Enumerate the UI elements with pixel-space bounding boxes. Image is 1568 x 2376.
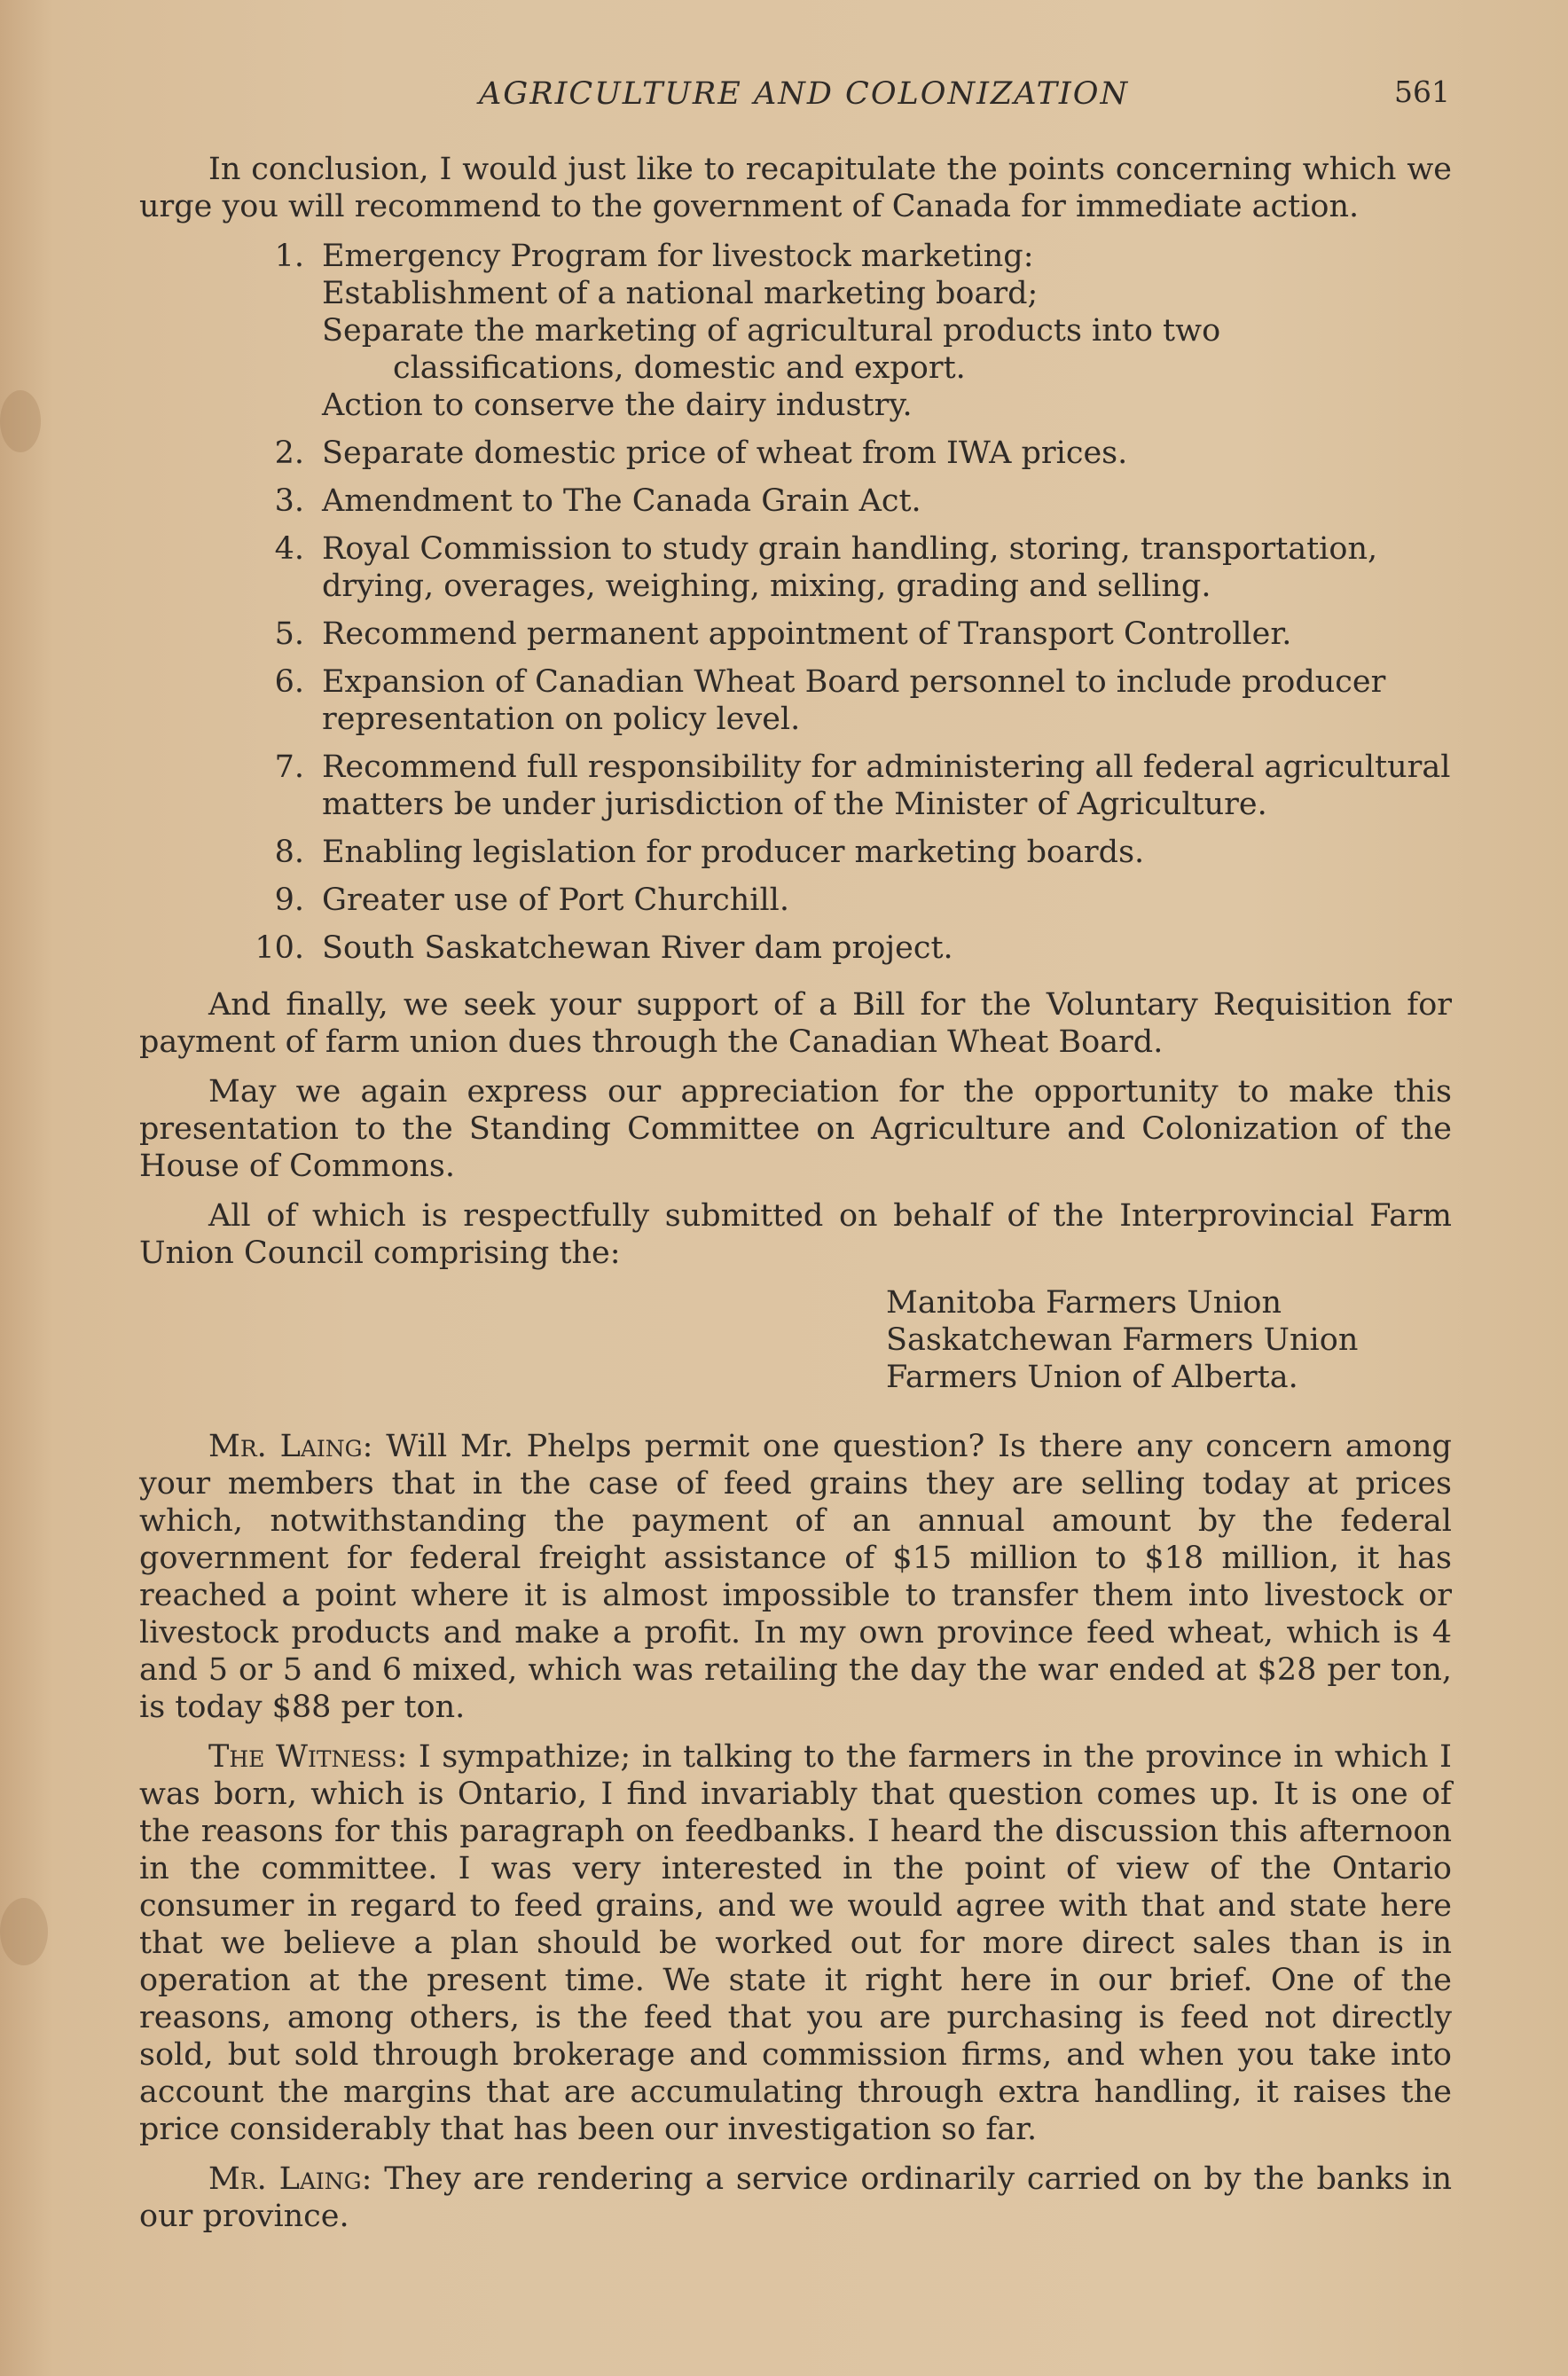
dialogue-text: Will Mr. Phelps permit one question? Is there any concern among your members that in the case of feed grains they are selling today at prices which, notwithstanding the payment of an annual amount by the federal government for federal freight assistance of $15 million to $18 million, it has reached a point where it is almost impossible to transfer them into livestock or livestock products and make a profit. In my own province feed wheat, which is 4 and 5 or 5 and 6 mixed, which was retailing the day the war ended at $28 per ton, is today $88 per ton. <box>139 1429 1452 1725</box>
appreciation-paragraph: May we again express our appreciation for the opportunity to make this presentation to the Standing Committee on Agriculture and Colonization of the House of Commons. <box>139 1074 1452 1184</box>
dialogue-text: They are rendering a service ordinarily carried on by the banks in our province. <box>139 2161 1452 2234</box>
page-number: 561 <box>1394 74 1450 109</box>
council-member: Saskatchewan Farmers Union <box>886 1322 1359 1358</box>
speaker-name: Mr. Laing: <box>208 1429 373 1464</box>
item-text: Amendment to The Canada Grain Act. <box>322 483 921 519</box>
council-member: Manitoba Farmers Union <box>886 1285 1282 1321</box>
item-number: 1 . <box>226 238 304 275</box>
item-number: 5 . <box>226 616 304 653</box>
item-text: Expansion of Canadian Wheat Board personnel to include producer representation on policy level. <box>322 664 1386 737</box>
list-item <box>139 616 1452 653</box>
item-text: Recommend permanent appointment of Transport Controller. <box>322 616 1292 652</box>
dialogue-paragraph <box>139 2160 1452 2235</box>
list-item <box>139 238 1452 275</box>
page-stain <box>0 390 41 452</box>
item-number: 4 . <box>226 530 304 568</box>
sub-item: Action to conserve the dairy industry. <box>322 388 913 423</box>
running-head: AGRICULTURE AND COLONIZATION <box>479 76 1130 112</box>
item-text: Emergency Program for livestock marketing: <box>322 239 1034 274</box>
sub-list <box>139 275 1452 424</box>
list-item <box>139 929 1452 967</box>
item-number: 7 . <box>226 749 304 786</box>
sub-item: Establishment of a national marketing board; <box>322 276 1039 311</box>
item-number: 2 . <box>226 435 304 472</box>
list-item <box>139 882 1452 919</box>
item-number: 8 . <box>226 834 304 871</box>
list-item <box>139 530 1452 605</box>
council-member: Farmers Union of Alberta. <box>886 1360 1298 1395</box>
list-item <box>139 663 1452 738</box>
item-text: South Saskatchewan River dam project. <box>322 930 953 966</box>
item-number: 10 . <box>226 929 304 967</box>
speaker-name: Mr. Laing: <box>208 2161 372 2197</box>
item-number: 9 . <box>226 882 304 919</box>
dialogue-text: I sympathize; in talking to the farmers in the province in which I was born, which is Ontario, I find invariably that question comes up. It is one of the reasons for this paragraph on feedbanks. I heard the discussion this afternoon in the committee. I was very interested in the point of view of the Ontario consumer in regard to feed grains, and we would agree with that and state here that we believe a plan should be worked out for more direct sales than is in operation at the present time. We state it right here in our brief. One of the reasons, among others, is the feed that you are purchasing is feed not directly sold, but sold through brokerage and commission firms, and when you take into account the margins that are accumulating through extra handling, it raises the price considerably that has been our investigation so far. <box>139 1739 1452 2147</box>
recommendation-list <box>139 238 1452 275</box>
item-text: Enabling legislation for producer marketing boards. <box>322 835 1145 870</box>
sub-item: Separate the marketing of agricultural products into two classifications, domestic and export. <box>322 313 1221 386</box>
dialogue-paragraph <box>139 1738 1452 2148</box>
submission-paragraph: All of which is respectfully submitted on behalf of the Interprovincial Farm Union Council comprising the: <box>139 1198 1452 1271</box>
list-item <box>139 749 1452 823</box>
page-stain <box>0 1898 48 1965</box>
speaker-name: The Witness: <box>208 1739 408 1775</box>
item-text: Greater use of Port Churchill. <box>322 882 789 918</box>
list-item <box>139 435 1452 472</box>
intro-paragraph: In conclusion, I would just like to recapitulate the points concerning which we urge you will recommend to the government of Canada for immediate action. <box>139 152 1452 224</box>
item-number: 6 . <box>226 663 304 701</box>
list-item <box>139 834 1452 871</box>
dialogue-paragraph <box>139 1428 1452 1726</box>
recommendation-list-continued <box>139 435 1452 967</box>
item-text: Royal Commission to study grain handling, storing, transportation, drying, overages, weighing, mixing, grading and selling. <box>322 531 1378 604</box>
document-body <box>139 151 1452 2247</box>
page-header <box>0 76 1568 121</box>
item-text: Separate domestic price of wheat from IWA prices. <box>322 435 1128 471</box>
item-number: 3 . <box>226 482 304 520</box>
council-members <box>886 1284 1452 1396</box>
item-text: Recommend full responsibility for administering all federal agricultural matters be under jurisdiction of the Minister of Agriculture. <box>322 749 1451 822</box>
list-item <box>139 482 1452 520</box>
closing-paragraph: And finally, we seek your support of a Bill for the Voluntary Requisition for payment of farm union dues through the Canadian Wheat Board. <box>139 987 1452 1060</box>
